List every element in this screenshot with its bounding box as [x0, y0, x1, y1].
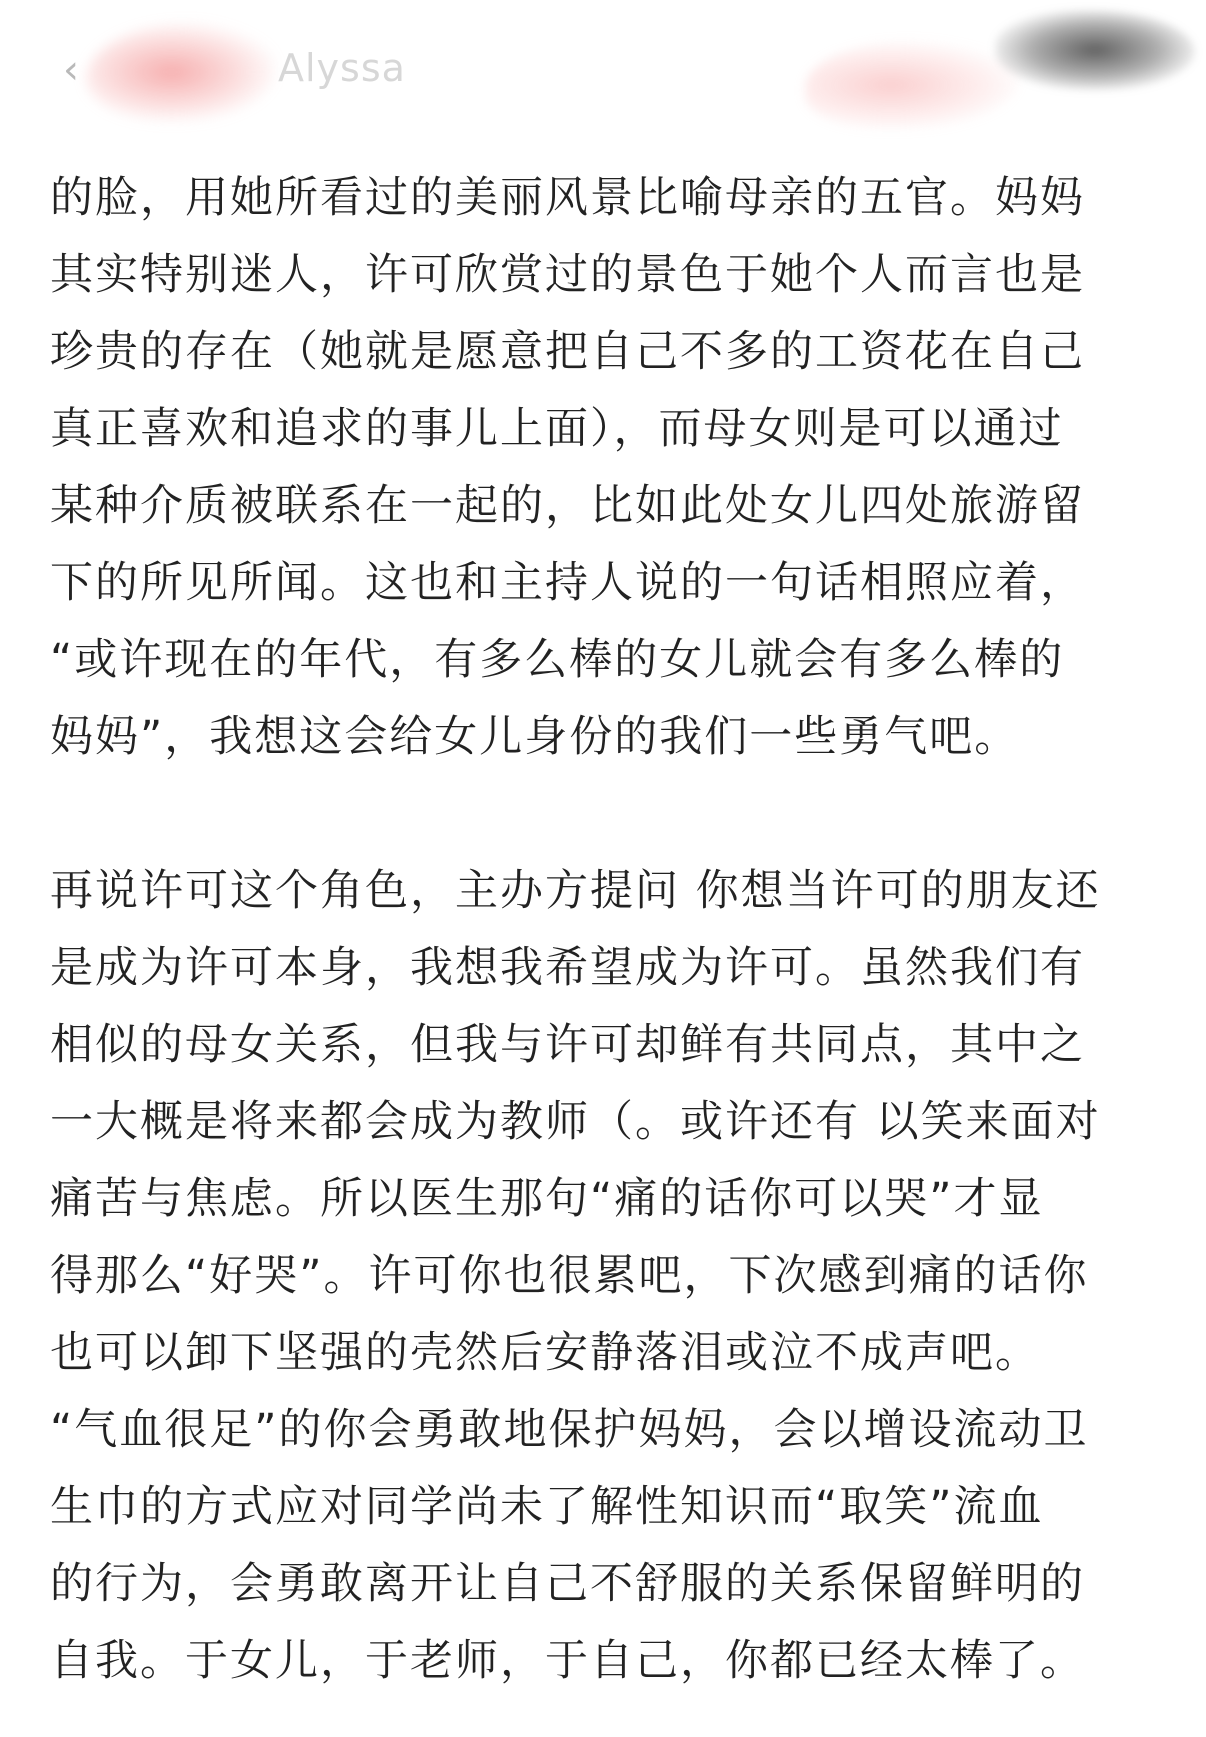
- paragraph-1: [50, 160, 1170, 776]
- text-line: 下的所见所闻。这也和主持人说的一句话相照应着，: [50, 558, 1085, 608]
- text-line: 某种介质被联系在一起的，比如此处女儿四处旅游留: [50, 481, 1085, 531]
- redaction-smudge-avatar: [86, 22, 276, 122]
- text-line: 的脸，用她所看过的美丽风景比喻母亲的五官。妈妈: [50, 173, 1085, 223]
- paragraph-2: [50, 853, 1170, 1700]
- text-line: 是成为许可本身，我想我希望成为许可。虽然我们有: [50, 943, 1085, 993]
- paragraph-spacer: [50, 776, 1170, 853]
- username[interactable]: Alyssa: [278, 46, 406, 90]
- text-line: 一大概是将来都会成为教师（。或许还有 以笑来面对: [50, 1097, 1101, 1147]
- text-line: 也可以卸下坚强的壳然后安静落泪或泣不成声吧。: [50, 1328, 1040, 1378]
- text-line: 得那么“好哭”。许可你也很累吧，下次感到痛的话你: [50, 1251, 1089, 1301]
- text-line: 再说许可这个角色，主办方提问 你想当许可的朋友还: [50, 866, 1101, 916]
- top-bar: [0, 0, 1206, 140]
- text-line: 的行为，会勇敢离开让自己不舒服的关系保留鲜明的: [50, 1559, 1085, 1609]
- text-line: 自我。于女儿，于老师，于自己，你都已经太棒了。: [50, 1636, 1085, 1686]
- text-line: 珍贵的存在（她就是愿意把自己不多的工资花在自己: [50, 327, 1085, 377]
- article-body: [50, 160, 1170, 1700]
- redaction-smudge-right: [805, 40, 1020, 130]
- text-line: “气血很足”的你会勇敢地保护妈妈，会以增设流动卫: [50, 1405, 1089, 1455]
- text-line: 生巾的方式应对同学尚未了解性知识而“取笑”流血: [50, 1482, 1044, 1532]
- redaction-smudge-grey: [995, 10, 1195, 90]
- text-line: 妈妈”，我想这会给女儿身份的我们一些勇气吧。: [50, 712, 1020, 762]
- chevron-left-icon[interactable]: ‹: [63, 47, 79, 93]
- text-line: 其实特别迷人，许可欣赏过的景色于她个人而言也是: [50, 250, 1085, 300]
- text-line: 相似的母女关系，但我与许可却鲜有共同点，其中之: [50, 1020, 1085, 1070]
- text-line: “或许现在的年代，有多么棒的女儿就会有多么棒的: [50, 635, 1065, 685]
- text-line: 痛苦与焦虑。所以医生那句“痛的话你可以哭”才显: [50, 1174, 1044, 1224]
- text-line: 真正喜欢和追求的事儿上面），而母女则是可以通过: [50, 404, 1064, 454]
